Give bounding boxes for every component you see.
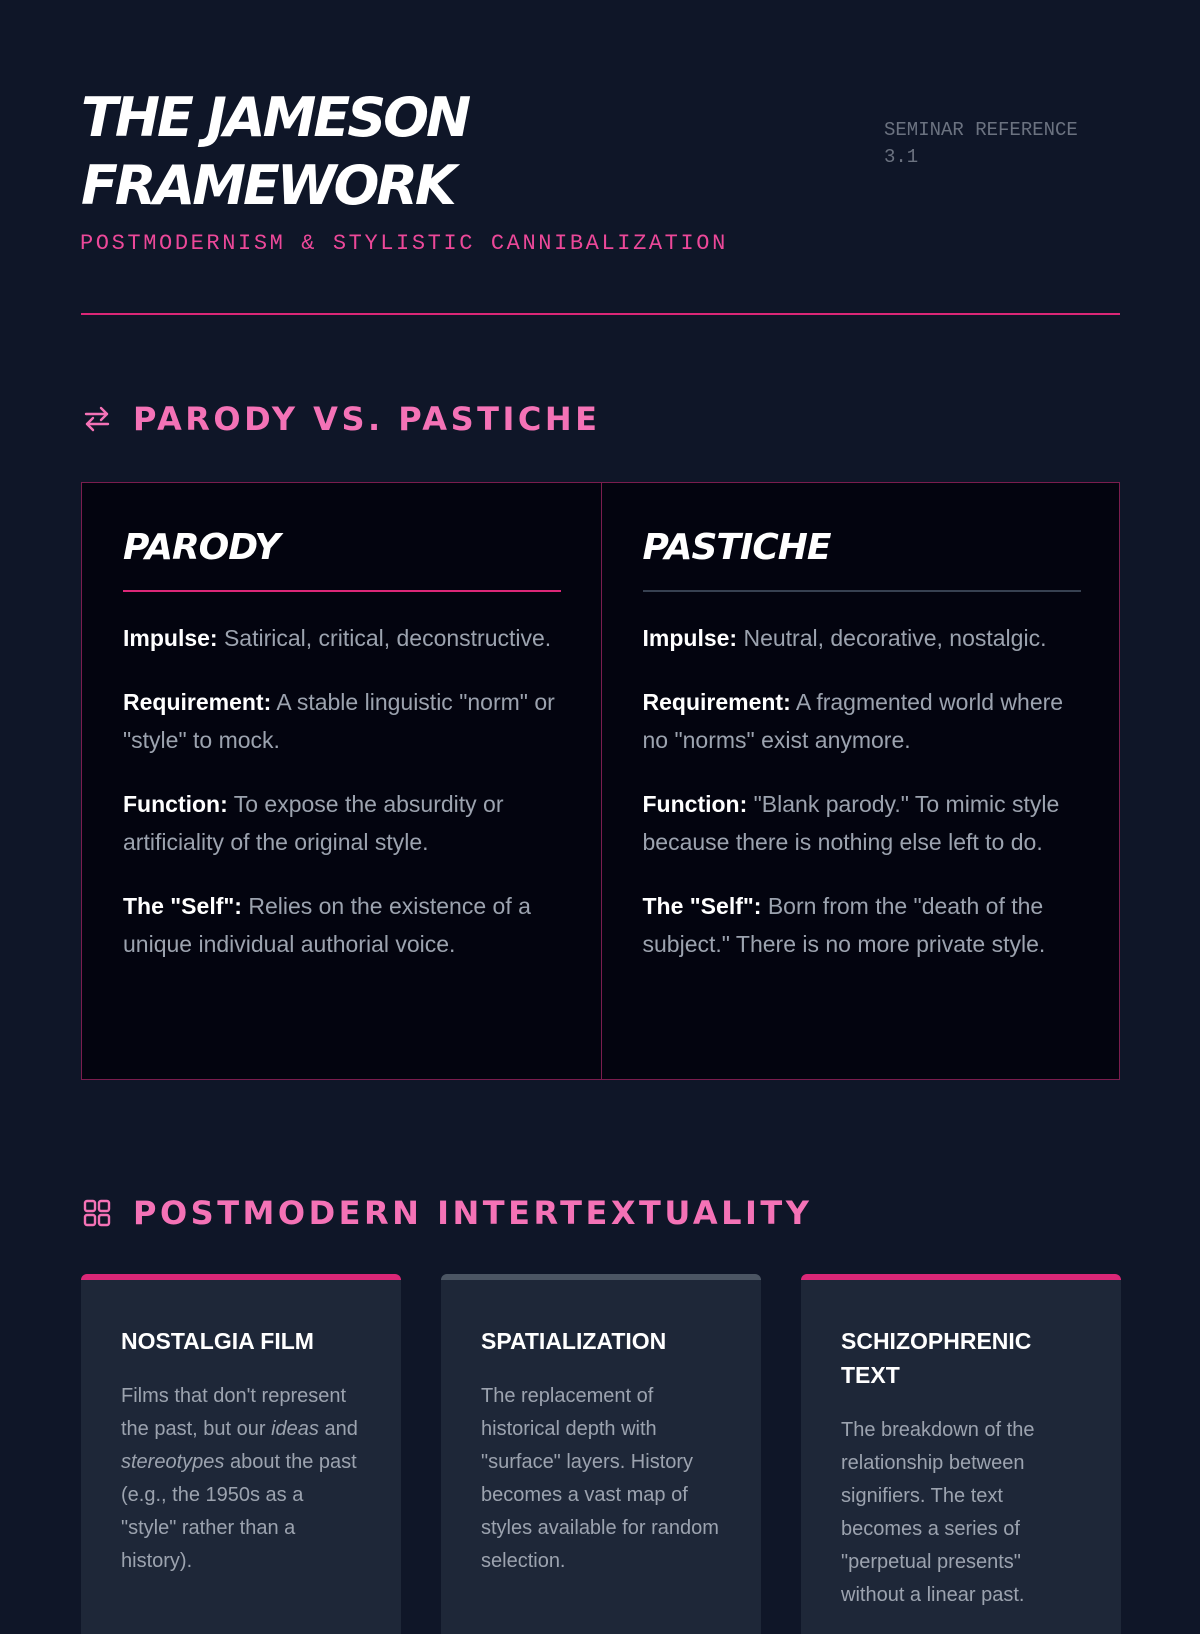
list-item: Impulse: Neutral, decorative, nostalgic. bbox=[642, 625, 1047, 651]
column-title-underline bbox=[123, 590, 561, 592]
card-text: The replacement of historical depth with "surface" layers. History becomes a vast map of styles available for random selection. bbox=[481, 1385, 719, 1572]
page-subtitle: POSTMODERNISM & STYLISTIC CANNIBALIZATION bbox=[80, 231, 728, 256]
seminar-reference: SEMINAR REFERENCE 3.1 bbox=[884, 119, 1078, 168]
page-title: THE JAMESON FRAMEWORK bbox=[81, 86, 469, 217]
column-parody bbox=[82, 483, 601, 1079]
column-title-underline bbox=[643, 590, 1081, 592]
list-item: Impulse: Satirical, critical, deconstructive. bbox=[123, 625, 552, 651]
card-title: SPATIALIZATION bbox=[481, 1328, 667, 1354]
header bbox=[81, 0, 1120, 315]
card-accent-bar bbox=[801, 1274, 1121, 1280]
column-pastiche bbox=[601, 483, 1120, 1079]
column-title: PARODY bbox=[123, 527, 280, 568]
card-text: The breakdown of the relationship between signifiers. The text becomes a series of "perpetual presents" without a linear past. bbox=[841, 1419, 1035, 1606]
swap-arrows-icon bbox=[81, 403, 113, 435]
section-heading-text: POSTMODERN INTERTEXTUALITY bbox=[133, 1194, 813, 1232]
grid-icon bbox=[81, 1197, 113, 1229]
section-heading-intertextuality bbox=[81, 1194, 812, 1232]
list-item: Function: "Blank parody." To mimic style because there is nothing else left to do. bbox=[642, 791, 1060, 855]
section-heading-parody-pastiche bbox=[81, 400, 600, 438]
header-divider bbox=[81, 313, 1120, 315]
list-item: Requirement: A fragmented world where no "norms" exist anymore. bbox=[642, 689, 1064, 753]
column-title: PASTICHE bbox=[642, 527, 831, 568]
section-heading-text: PARODY VS. PASTICHE bbox=[133, 400, 601, 438]
card-spatialization bbox=[441, 1274, 761, 1634]
card-accent-bar bbox=[441, 1274, 761, 1280]
list-item: Requirement: A stable linguistic "norm" or "style" to mock. bbox=[123, 689, 555, 753]
card-accent-bar bbox=[81, 1274, 401, 1280]
comparison-table bbox=[81, 482, 1120, 1080]
card-title: SCHIZOPHRENIC TEXT bbox=[841, 1328, 1032, 1388]
list-item: Function: To expose the absurdity or artificiality of the original style. bbox=[123, 791, 504, 855]
card-nostalgia-film bbox=[81, 1274, 401, 1634]
page bbox=[80, 0, 1120, 1606]
card-title: NOSTALGIA FILM bbox=[121, 1328, 314, 1354]
card-text: Films that don't represent the past, but our ideas and stereotypes about the past (e.g., the 1950s as a "style" rather than a history). bbox=[121, 1385, 358, 1572]
list-item: The "Self": Born from the "death of the subject." There is no more private style. bbox=[642, 893, 1046, 957]
list-item: The "Self": Relies on the existence of a unique individual authorial voice. bbox=[123, 893, 531, 957]
card-grid bbox=[81, 1274, 1120, 1614]
card-schizophrenic-text bbox=[801, 1274, 1121, 1634]
